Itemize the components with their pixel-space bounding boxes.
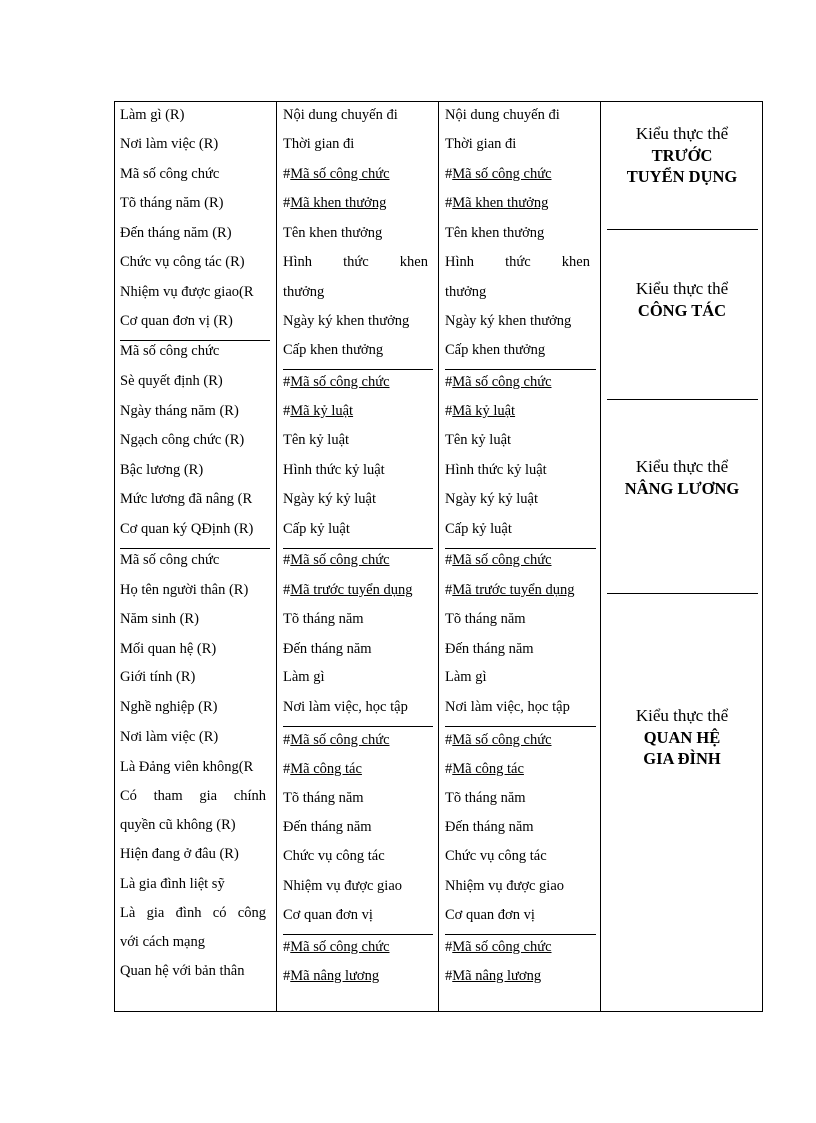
row-separator [283,369,433,370]
attribute-item: Là gia đình có công [120,905,266,921]
attribute-item [283,135,354,153]
column-divider [600,102,601,1011]
attribute-item: Cơ quan ký QĐịnh (R) [120,521,254,537]
attribute-item [445,312,571,330]
key-attribute-item [445,165,552,183]
attribute-text: Mã số công chức [452,552,552,568]
attribute-item [283,640,372,658]
attribute-item: Quan hệ với bản thân [120,963,245,979]
attribute-text: Thời gian đi [283,136,355,152]
attribute-item [283,283,324,301]
attribute-text: Chức vụ công tác [445,848,547,864]
attribute-text: Mã khen thưởng [290,195,387,211]
key-attribute-item [283,967,379,985]
key-marker: # [283,374,291,390]
attribute-item [283,431,349,449]
key-attribute-item [445,373,552,391]
attribute-text: Cấp khen thưởng [445,342,546,358]
entity-type-name: CÔNG TÁC [637,301,727,320]
attribute-item [283,312,409,330]
row-separator [120,548,270,549]
attribute-text: Hình thức kỷ luật [445,462,547,478]
attribute-item [283,341,383,359]
attribute-text: Mã số công chức [290,166,390,182]
attribute-text: Tên khen thưởng [445,225,545,241]
attribute-text: Nội dung chuyến đi [283,107,398,123]
attribute-text: Nội dung chuyến đi [445,107,560,123]
row-separator [607,229,758,230]
row-separator [607,399,758,400]
attribute-item: Mức lương đã nâng (R [120,491,253,507]
attribute-text: Làm gì [445,669,487,685]
attribute-item [283,877,402,895]
key-attribute-item [283,402,353,420]
attribute-item: Làm gì (R) [120,107,185,123]
attribute-item: Mã số công chức [120,343,220,359]
key-marker: # [283,403,291,419]
key-attribute-item [445,194,548,212]
attribute-item: Sè quyết định (R) [120,373,223,389]
attribute-item [445,106,560,124]
row-separator [283,548,433,549]
key-attribute-item [283,938,390,956]
attribute-text: Tõ tháng năm [283,790,364,806]
attribute-text: Mã số công chức [452,374,552,390]
attribute-item [283,224,382,242]
attribute-text: Tên khen thưởng [283,225,383,241]
attribute-item [445,283,486,301]
key-marker: # [283,582,291,598]
attribute-item [445,520,512,538]
attribute-item: Nghề nghiệp (R) [120,699,218,715]
attribute-text: Tên kỷ luật [283,432,350,448]
attribute-text: Thời gian đi [445,136,517,152]
entity-type-cong-tac [601,278,763,321]
key-attribute-item [283,373,390,391]
attribute-item: Mối quan hệ (R) [120,641,217,657]
key-marker: # [283,939,291,955]
key-attribute-item [283,581,413,599]
attribute-text: Ngày ký khen thưởng [445,313,572,329]
attribute-text: Đến tháng năm [283,819,372,835]
entity-type-lead: Kiểu thực thể [635,279,729,298]
key-marker: # [283,552,291,568]
row-separator [283,726,433,727]
attribute-item: Là Đảng viên không(R [120,759,254,775]
entity-type-lead: Kiểu thực thể [635,457,729,476]
entity-type-nang-luong [601,456,763,499]
row-separator [120,340,270,341]
attribute-item [445,461,547,479]
key-attribute-item [283,731,390,749]
attribute-item [283,668,324,686]
attribute-item [283,490,376,508]
key-marker: # [445,968,453,984]
attribute-text: Ngày ký kỷ luật [445,491,539,507]
attribute-item: Nơi làm việc (R) [120,729,219,745]
attribute-text: Mã công tác [290,761,362,777]
attribute-text: Cấp kỷ luật [445,521,512,537]
attribute-text: Tõ tháng năm [445,611,526,627]
attribute-text: thưởng [445,284,487,300]
attribute-item [445,135,516,153]
attribute-item: Họ tên người thân (R) [120,582,249,598]
attribute-item [283,906,373,924]
attribute-text: Cấp kỷ luật [283,521,350,537]
attribute-item [283,461,385,479]
entity-type-lead: Kiểu thực thể [635,124,729,143]
attribute-item [445,490,538,508]
attribute-item: Đến tháng năm (R) [120,225,232,241]
attribute-item: với cách mạng [120,934,205,950]
attribute-text: Cơ quan đơn vị [445,907,535,923]
key-marker: # [445,732,453,748]
attribute-text: Mã nâng lương [290,968,380,984]
key-marker: # [283,968,291,984]
attribute-item [445,818,534,836]
attribute-item [283,610,364,628]
key-attribute-item [445,731,552,749]
key-attribute-item [445,760,524,778]
attribute-item: Nơi làm việc (R) [120,136,219,152]
key-attribute-item [283,165,390,183]
attribute-item [283,698,408,716]
attribute-item: Năm sinh (R) [120,611,199,627]
key-attribute-item [283,551,390,569]
key-marker: # [283,195,291,211]
entity-table [114,101,763,1012]
key-attribute-item [445,551,552,569]
key-marker: # [283,761,291,777]
attribute-item [445,640,534,658]
attribute-text: thưởng [283,284,325,300]
attribute-item: quyền cũ không (R) [120,817,236,833]
attribute-text: Mã khen thưởng [452,195,549,211]
attribute-item: Mã số công chức [120,166,220,182]
attribute-item: Có tham gia chính [120,788,266,804]
attribute-text: Hình thức khen [445,254,590,270]
attribute-text: Ngày ký khen thưởng [283,313,410,329]
attribute-text: Nơi làm việc, học tập [283,699,408,715]
attribute-item [445,789,526,807]
attribute-item [445,341,545,359]
attribute-text: Mã số công chức [290,939,390,955]
attribute-item [445,610,526,628]
attribute-item [445,668,486,686]
attribute-text: Hình thức kỷ luật [283,462,385,478]
attribute-item: Hiện đang ở đâu (R) [120,846,239,862]
attribute-item [445,847,547,865]
attribute-item: Bậc lương (R) [120,462,204,478]
entity-type-truoc-tuyen-dung [601,123,763,187]
attribute-text: Mã trước tuyển dụng [290,582,413,598]
attribute-text: Đến tháng năm [283,641,372,657]
attribute-item [283,789,364,807]
attribute-text: Tõ tháng năm [283,611,364,627]
key-attribute-item [445,402,515,420]
attribute-item [283,520,350,538]
attribute-item [445,253,590,271]
attribute-item: Chức vụ công tác (R) [120,254,245,270]
attribute-item: Cơ quan đơn vị (R) [120,313,233,329]
key-attribute-item [445,967,541,985]
attribute-item: Là gia đình liệt sỹ [120,876,225,892]
attribute-item: Mã số công chức [120,552,220,568]
attribute-item: Ngạch công chức (R) [120,432,245,448]
attribute-item [283,253,428,271]
key-marker: # [445,166,453,182]
attribute-text: Hình thức khen [283,254,428,270]
attribute-text: Mã trước tuyển dụng [452,582,575,598]
attribute-text: Mã số công chức [290,374,390,390]
attribute-text: Cơ quan đơn vị [283,907,373,923]
attribute-text: Mã kỷ luật [290,403,354,419]
attribute-text: Mã số công chức [452,166,552,182]
attribute-text: Cấp khen thưởng [283,342,384,358]
entity-type-name: TRƯỚC TUYỂN DỤNG [626,146,738,186]
column-divider [438,102,439,1011]
attribute-text: Mã nâng lương [452,968,542,984]
attribute-text: Mã số công chức [290,552,390,568]
attribute-text: Làm gì [283,669,325,685]
attribute-text: Nhiệm vụ được giao [445,878,565,894]
key-attribute-item [445,938,552,956]
attribute-text: Mã số công chức [452,732,552,748]
key-marker: # [445,552,453,568]
entity-type-quan-he-gia-dinh [601,705,763,769]
attribute-item: Giới tính (R) [120,669,196,685]
attribute-text: Mã số công chức [290,732,390,748]
attribute-item [445,224,544,242]
row-separator [445,726,596,727]
key-marker: # [445,403,453,419]
attribute-item [445,431,511,449]
attribute-item [283,106,398,124]
key-marker: # [445,374,453,390]
attribute-item [283,818,372,836]
key-attribute-item [283,194,386,212]
entity-type-name: NÂNG LƯƠNG [624,479,740,498]
attribute-item: Ngày tháng năm (R) [120,403,239,419]
attribute-text: Mã công tác [452,761,524,777]
key-attribute-item [283,760,362,778]
attribute-text: Ngày ký kỷ luật [283,491,377,507]
key-marker: # [283,732,291,748]
row-separator [445,934,596,935]
attribute-text: Nhiệm vụ được giao [283,878,403,894]
attribute-item: Nhiệm vụ được giao(R [120,284,254,300]
row-separator [607,593,758,594]
attribute-item [445,877,564,895]
attribute-item: Tõ tháng năm (R) [120,195,224,211]
key-attribute-item [445,581,575,599]
row-separator [283,934,433,935]
key-marker: # [445,195,453,211]
attribute-text: Nơi làm việc, học tập [445,699,570,715]
attribute-text: Tên kỷ luật [445,432,512,448]
attribute-text: Đến tháng năm [445,819,534,835]
attribute-text: Tõ tháng năm [445,790,526,806]
row-separator [445,369,596,370]
entity-type-name: QUAN HỆ GIA ĐÌNH [643,728,721,768]
column-divider [276,102,277,1011]
attribute-text: Mã số công chức [452,939,552,955]
attribute-item [445,698,570,716]
row-separator [445,548,596,549]
attribute-item [283,847,385,865]
key-marker: # [283,166,291,182]
attribute-text: Đến tháng năm [445,641,534,657]
entity-type-lead: Kiểu thực thể [635,706,729,725]
attribute-text: Chức vụ công tác [283,848,385,864]
attribute-item [445,906,535,924]
attribute-text: Mã kỷ luật [452,403,516,419]
key-marker: # [445,761,453,777]
key-marker: # [445,582,453,598]
key-marker: # [445,939,453,955]
